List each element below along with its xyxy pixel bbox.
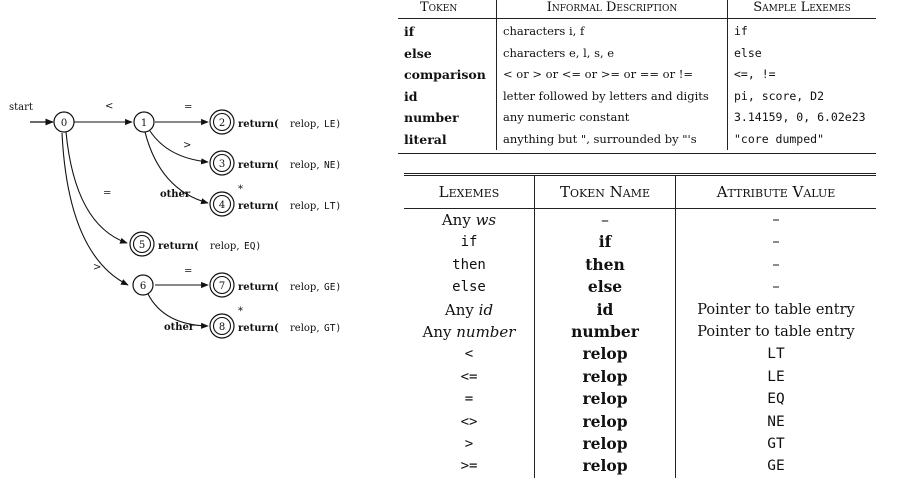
state-7-accepting (210, 273, 234, 297)
lexeme-any-prefix: Any (422, 323, 457, 342)
header-token-name: Token Name (535, 175, 676, 209)
svg-text:4: 4 (218, 200, 226, 211)
token-examples-table (398, 0, 876, 150)
header-attribute-value: Attribute Value (676, 175, 877, 209)
edge-1-3 (150, 131, 208, 162)
token-name-cell: number (535, 321, 676, 343)
lexeme-row (404, 231, 876, 253)
token-cell: id (404, 88, 418, 104)
attribute-value-cell: – (772, 212, 780, 228)
description-cell: anything but ", surrounded by "'s (497, 129, 728, 151)
sample-lexeme-cell: else (734, 45, 762, 60)
lexeme-cell: > (464, 436, 474, 453)
lexeme-cell: <= (460, 368, 478, 385)
token-row (398, 86, 876, 108)
svg-text:relop,: relop, (290, 323, 320, 334)
lexeme-row (404, 366, 876, 388)
lexeme-cell: >= (460, 458, 478, 475)
token-name-cell: relop (535, 411, 676, 433)
token-name-cell: relop (535, 455, 676, 477)
attribute-value-cell: LE (767, 368, 785, 385)
edge-1-3-label: > (183, 140, 192, 151)
svg-text:GE): GE) (324, 282, 342, 293)
token-table-header (398, 0, 876, 19)
edge-0-5-label: = (103, 188, 112, 199)
svg-text:0: 0 (60, 118, 68, 129)
sample-lexeme-cell: "core dumped" (734, 131, 825, 146)
lexeme-row (404, 209, 876, 232)
token-name-cell: relop (535, 388, 676, 410)
attribute-value-cell: – (772, 279, 780, 296)
lexeme-cell (404, 209, 535, 232)
token-name-cell: relop (535, 366, 676, 388)
token-cell: literal (404, 131, 447, 147)
state-2-accepting (210, 110, 234, 134)
state-5-accepting (130, 232, 154, 256)
svg-text:NE): NE) (324, 160, 342, 171)
lexeme-cell: else (452, 279, 486, 296)
description-cell: any numeric constant (497, 107, 728, 129)
token-name-cell: then (535, 254, 676, 276)
edge-0-1-label: < (105, 101, 114, 112)
svg-text:return(: return( (238, 119, 279, 130)
action-state-3 (238, 160, 341, 171)
lexeme-cell: if (460, 234, 478, 251)
attribute-value-cell: – (772, 256, 780, 273)
lexeme-row (404, 276, 876, 298)
action-state-2 (238, 119, 341, 130)
token-cell: else (404, 45, 432, 61)
action-state-5 (158, 241, 261, 252)
svg-text:LT): LT) (324, 201, 342, 212)
svg-text:3: 3 (218, 159, 226, 170)
sample-lexeme-cell: 3.14159, 0, 6.02e23 (734, 110, 866, 124)
lexeme-row (404, 455, 876, 477)
attribute-value-cell: EQ (767, 391, 785, 408)
lexeme-cell (404, 299, 535, 321)
state-1 (134, 112, 154, 132)
lexeme-row (404, 299, 876, 321)
action-state-4 (238, 201, 341, 212)
lexeme-row (404, 321, 876, 343)
token-row (398, 19, 876, 43)
svg-text:1: 1 (140, 118, 148, 129)
edge-0-5 (66, 132, 127, 243)
state-3-accepting (210, 151, 234, 175)
svg-text:8: 8 (218, 322, 226, 333)
action-state-7 (238, 282, 341, 293)
description-cell: characters i, f (497, 19, 728, 43)
lexeme-token-table (404, 173, 876, 478)
state-4-accepting (210, 192, 234, 216)
state-0 (54, 112, 74, 132)
sample-lexeme-cell: <=, != (734, 67, 776, 81)
lexeme-table-header (404, 175, 876, 209)
attribute-value-cell: Pointer to table entry (697, 324, 855, 341)
lexeme-row (404, 433, 876, 455)
token-table-bottom-rule (398, 153, 876, 154)
attribute-value-cell: Pointer to table entry (697, 301, 855, 318)
token-row (398, 64, 876, 86)
attribute-value-cell: GT (767, 436, 785, 453)
svg-text:5: 5 (138, 240, 146, 251)
lexeme-row (404, 254, 876, 276)
token-row (398, 43, 876, 65)
lexeme-cell: = (464, 391, 474, 408)
description-cell: letter followed by letters and digits (497, 86, 728, 108)
start-label: start (9, 102, 33, 113)
svg-text:6: 6 (139, 281, 147, 292)
svg-text:7: 7 (218, 281, 226, 292)
svg-text:relop,: relop, (290, 160, 320, 171)
lexeme-any-prefix: Any (444, 300, 479, 319)
svg-text:2: 2 (218, 118, 226, 129)
header-token: Token (398, 0, 497, 19)
relop-transition-diagram (0, 0, 395, 473)
action-state-8 (238, 323, 341, 334)
attribute-value-cell: LT (767, 346, 785, 363)
edge-6-8-label: other (164, 322, 195, 333)
attribute-value-cell: – (772, 234, 780, 251)
edge-1-2-label: = (184, 102, 193, 113)
token-cell: if (404, 24, 415, 39)
retract-mark-4: * (238, 184, 243, 195)
state-8-accepting (210, 314, 234, 338)
lexeme-class: id (478, 300, 494, 319)
token-name-cell: id (535, 299, 676, 321)
token-name-cell: if (535, 231, 676, 253)
state-6 (133, 275, 153, 295)
lexeme-class: number (456, 323, 516, 342)
header-informal-description: Informal Description (497, 0, 728, 19)
token-name-cell: relop (535, 433, 676, 455)
attribute-value-cell: NE (767, 413, 785, 430)
lexeme-row (404, 388, 876, 410)
edge-0-6-label: > (93, 262, 102, 273)
attribute-value-cell: GE (767, 458, 785, 475)
svg-text:return(: return( (238, 323, 279, 334)
sample-lexeme-cell: if (734, 24, 748, 38)
svg-text:return(: return( (238, 201, 279, 212)
svg-text:relop,: relop, (290, 282, 320, 293)
token-row (398, 107, 876, 129)
edge-1-4-label: other (160, 189, 191, 200)
retract-mark-8: * (238, 306, 243, 317)
svg-text:return(: return( (238, 160, 279, 171)
svg-text:relop,: relop, (210, 241, 240, 252)
description-cell: < or > or <= or >= or == or != (497, 64, 728, 86)
lexeme-cell: < (464, 346, 474, 363)
token-name-cell: relop (535, 343, 676, 365)
header-sample-lexemes: Sample Lexemes (728, 0, 877, 19)
svg-text:GT): GT) (324, 323, 342, 334)
lexeme-row (404, 343, 876, 365)
token-name-cell: else (535, 276, 676, 298)
token-name-cell: – (535, 209, 676, 232)
token-cell: comparison (404, 67, 486, 82)
header-lexemes: Lexemes (404, 175, 535, 209)
lexeme-cell (404, 321, 535, 343)
token-cell: number (404, 110, 459, 125)
lexeme-cell: then (452, 256, 486, 273)
svg-text:return(: return( (158, 241, 199, 252)
description-cell: characters e, l, s, e (497, 43, 728, 65)
svg-text:EQ): EQ) (244, 241, 262, 252)
svg-text:return(: return( (238, 282, 279, 293)
sample-lexeme-cell: pi, score, D2 (734, 88, 825, 103)
lexeme-cell: <> (460, 413, 478, 430)
edge-6-7-label: = (184, 266, 193, 277)
lexeme-any-prefix: Any (441, 211, 476, 229)
svg-text:relop,: relop, (290, 201, 320, 212)
svg-text:LE): LE) (324, 119, 342, 130)
svg-text:relop,: relop, (290, 119, 320, 130)
lexeme-class: ws (475, 211, 497, 229)
token-row (398, 129, 876, 151)
lexeme-row (404, 411, 876, 433)
